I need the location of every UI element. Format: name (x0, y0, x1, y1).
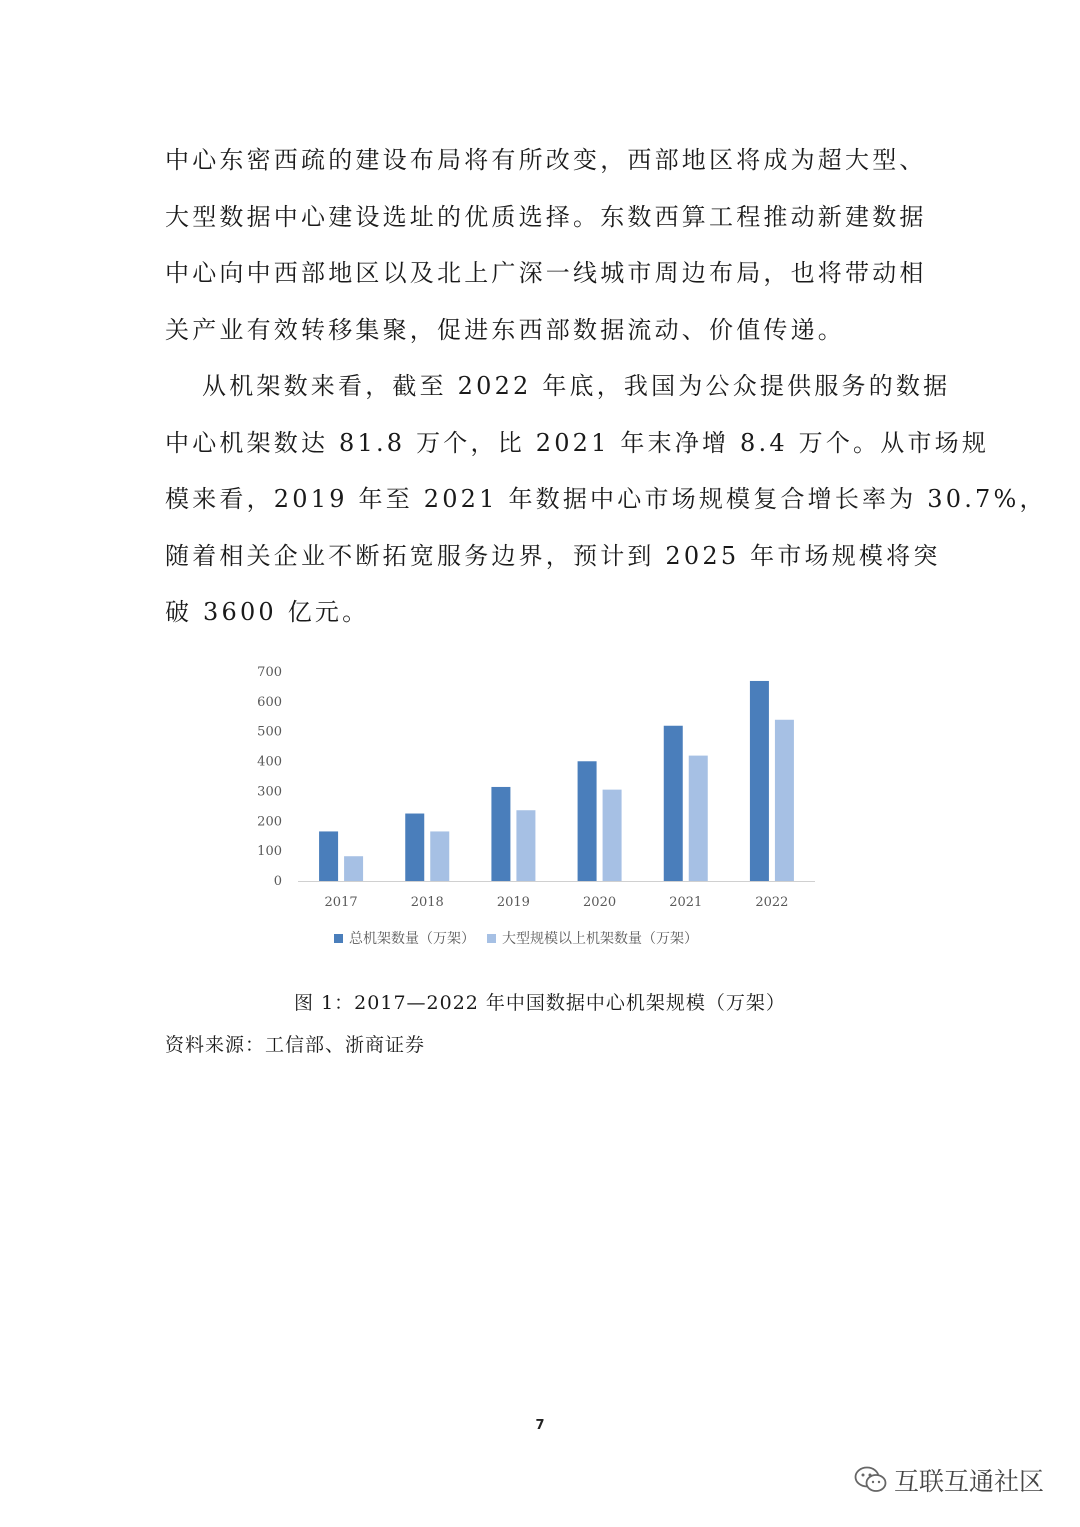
bar-total-2019 (491, 787, 510, 881)
y-tick-label: 0 (273, 874, 282, 889)
text-line: 中心向中西部地区以及北上广深一线城市周边布局，也将带动相 (165, 259, 927, 287)
y-tick-label: 200 (257, 814, 282, 830)
legend-swatch-total (334, 934, 343, 943)
y-tick-label: 400 (257, 754, 282, 770)
x-tick-label: 2022 (755, 895, 789, 910)
legend-label-large: 大型规模以上机架数量（万架） (502, 931, 698, 947)
bar-chart (240, 655, 840, 915)
watermark-text: 互联互通社区 (893, 1467, 1044, 1496)
bar-total-2021 (664, 726, 683, 881)
paragraph-2 (165, 358, 1047, 641)
y-tick-label: 300 (257, 784, 282, 800)
bar-large-2018 (430, 831, 449, 881)
text-line: 大型数据中心建设选址的优质选择。东数西算工程推动新建数据 (165, 202, 927, 231)
text-line: 中心机架数达 81.8 万个，比 2021 年末净增 8.4 万个。从市场规 (165, 428, 990, 457)
x-tick-label: 2019 (496, 895, 530, 910)
bar-total-2022 (750, 681, 769, 881)
wechat-icon (854, 1465, 888, 1495)
x-tick-label: 2017 (324, 895, 358, 910)
text-line: 破 3600 亿元。 (165, 598, 370, 626)
x-tick-label: 2020 (583, 895, 617, 910)
x-tick-label: 2021 (669, 895, 703, 910)
source-note: 资料来源：工信部、浙商证券 (165, 1034, 426, 1056)
figure-caption: 图 1：2017—2022 年中国数据中心机架规模（万架） (294, 992, 786, 1014)
text-line: 中心东密西疏的建设布局将有所改变，西部地区将成为超大型、 (165, 146, 927, 174)
y-tick-label: 100 (257, 844, 282, 860)
y-tick-label: 600 (257, 694, 282, 710)
legend-label-total: 总机架数量（万架） (349, 931, 475, 947)
text-line: 模来看，2019 年至 2021 年数据中心市场规模复合增长率为 30.7%， (165, 485, 1047, 513)
page-number: 7 (535, 1418, 545, 1433)
bar-large-2020 (603, 790, 622, 881)
text-line: 从机架数来看，截至 2022 年底，我国为公众提供服务的数据 (202, 372, 951, 400)
x-tick-label: 2018 (410, 895, 444, 910)
bar-large-2019 (516, 810, 535, 881)
y-tick-label: 700 (257, 665, 282, 680)
legend-swatch-large (487, 934, 496, 943)
watermark (854, 1462, 1044, 1498)
bar-total-2018 (405, 814, 424, 881)
bar-large-2017 (344, 856, 363, 881)
rack-scale-chart (240, 655, 840, 965)
bar-total-2017 (319, 831, 338, 881)
text-line: 随着相关企业不断拓宽服务边界，预计到 2025 年市场规模将突 (165, 541, 941, 570)
y-tick-label: 500 (257, 724, 282, 740)
bar-total-2020 (578, 761, 597, 881)
bar-large-2021 (689, 756, 708, 881)
bar-large-2022 (775, 720, 794, 881)
text-line: 关产业有效转移集聚，促进东西部数据流动、价值传递。 (165, 315, 845, 344)
chart-legend (334, 928, 698, 948)
paragraph-1 (165, 132, 925, 358)
